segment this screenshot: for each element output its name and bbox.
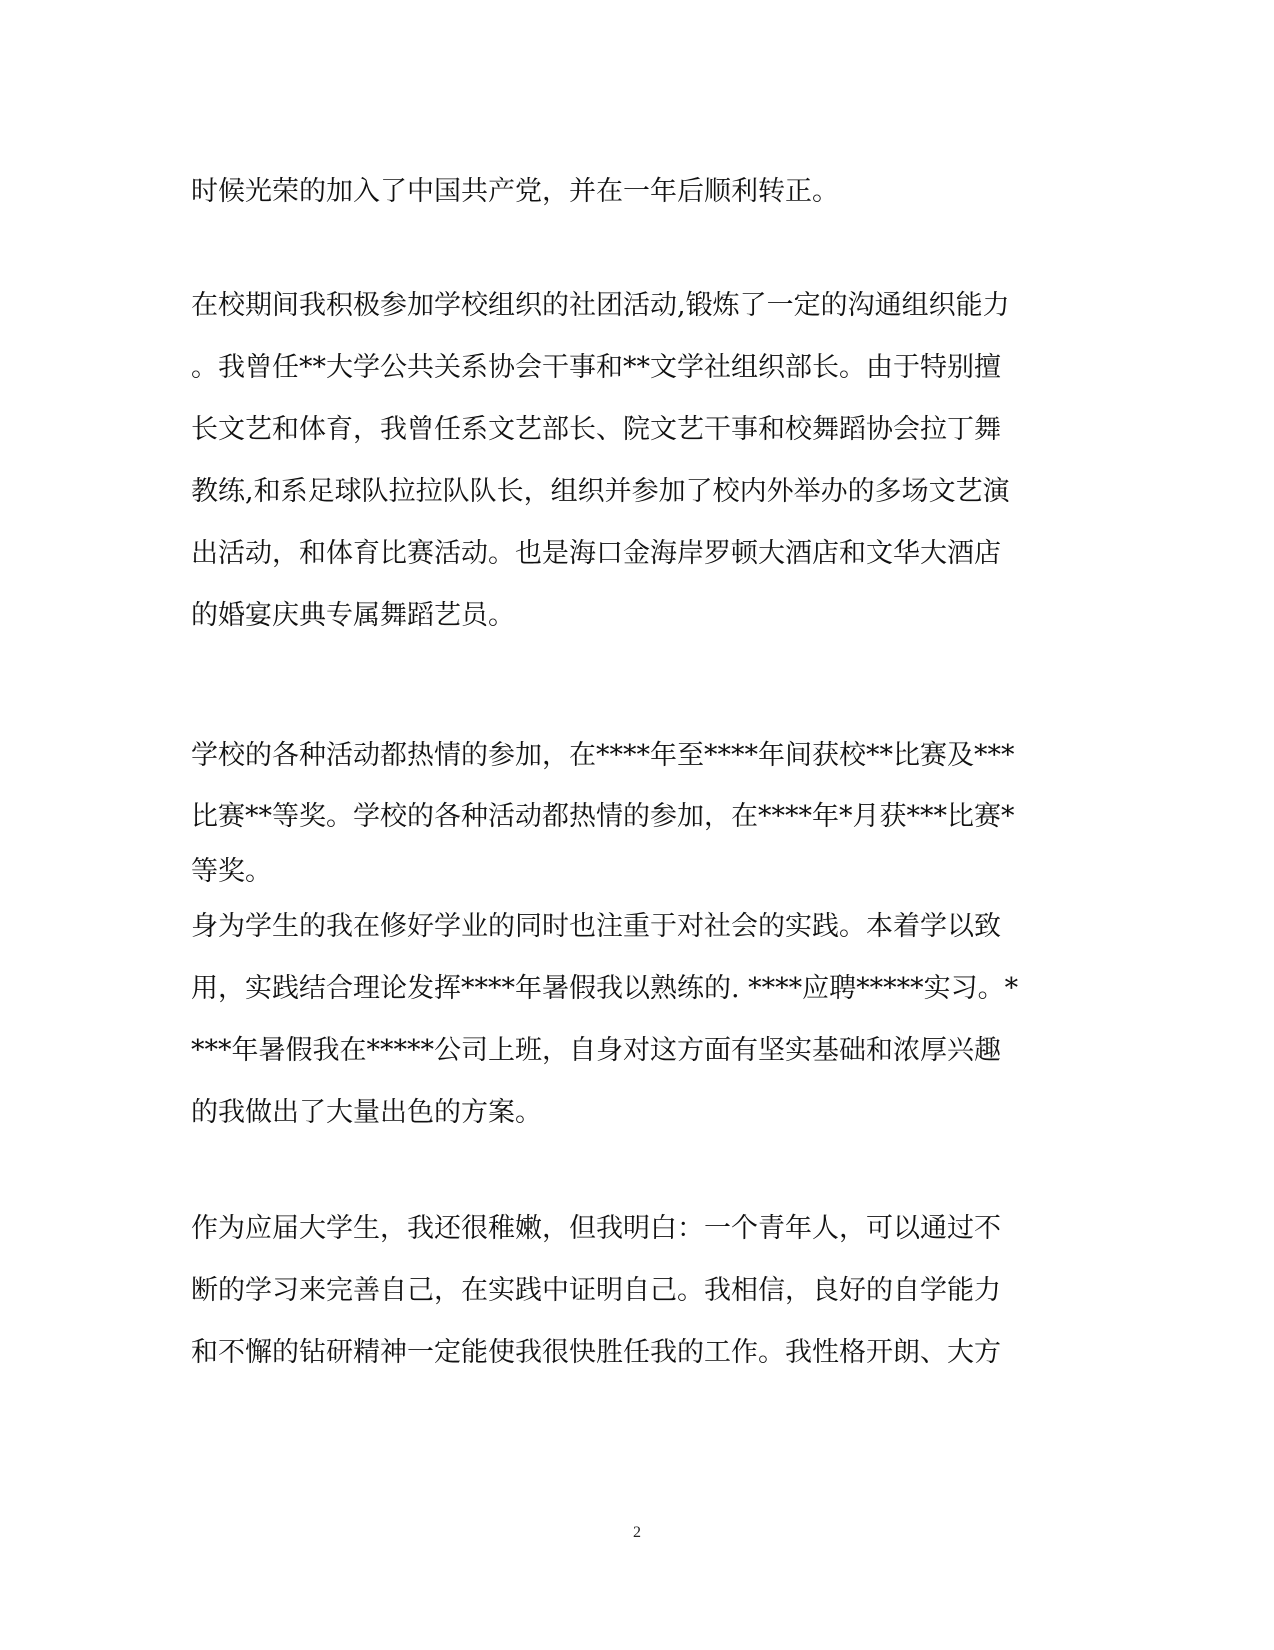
text-line: 长文艺和体育，我曾任系文艺部长、院文艺干事和校舞蹈协会拉丁舞	[191, 414, 1001, 445]
text-line: 时候光荣的加入了中国共产党，并在一年后顺利转正。	[191, 176, 839, 207]
text-line: 教练,和系足球队拉拉队队长，组织并参加了校内外举办的多场文艺演	[191, 476, 1010, 507]
text-line: 出活动，和体育比赛活动。也是海口金海岸罗顿大酒店和文华大酒店	[191, 538, 1001, 569]
text-line: 用，实践结合理论发挥****年暑假我以熟练的. ****应聘*****实习。*	[191, 973, 1019, 1004]
text-line: 断的学习来完善自己，在实践中证明自己。我相信，良好的自学能力	[191, 1275, 1001, 1306]
text-line: 作为应届大学生，我还很稚嫩，但我明白：一个青年人，可以通过不	[191, 1213, 1001, 1244]
text-line: 的我做出了大量出色的方案。	[191, 1097, 542, 1128]
text-line: 身为学生的我在修好学业的同时也注重于对社会的实践。本着学以致	[191, 911, 1001, 942]
text-line: 比赛**等奖。学校的各种活动都热情的参加，在****年*月获***比赛*	[191, 801, 1015, 832]
text-line: 。我曾任**大学公共关系协会干事和**文学社组织部长。由于特别擅	[191, 352, 1001, 383]
text-line: 和不懈的钻研精神一定能使我很快胜任我的工作。我性格开朗、大方	[191, 1337, 1001, 1368]
text-line: 在校期间我积极参加学校组织的社团活动,锻炼了一定的沟通组织能力	[191, 290, 1010, 321]
page-number: 2	[633, 1524, 641, 1541]
text-line: 等奖。	[191, 856, 272, 887]
text-line: 的婚宴庆典专属舞蹈艺员。	[191, 600, 515, 631]
text-line: 学校的各种活动都热情的参加，在****年至****年间获校**比赛及***	[191, 740, 1015, 771]
text-line: ***年暑假我在*****公司上班，自身对这方面有坚实基础和浓厚兴趣	[191, 1035, 1001, 1066]
